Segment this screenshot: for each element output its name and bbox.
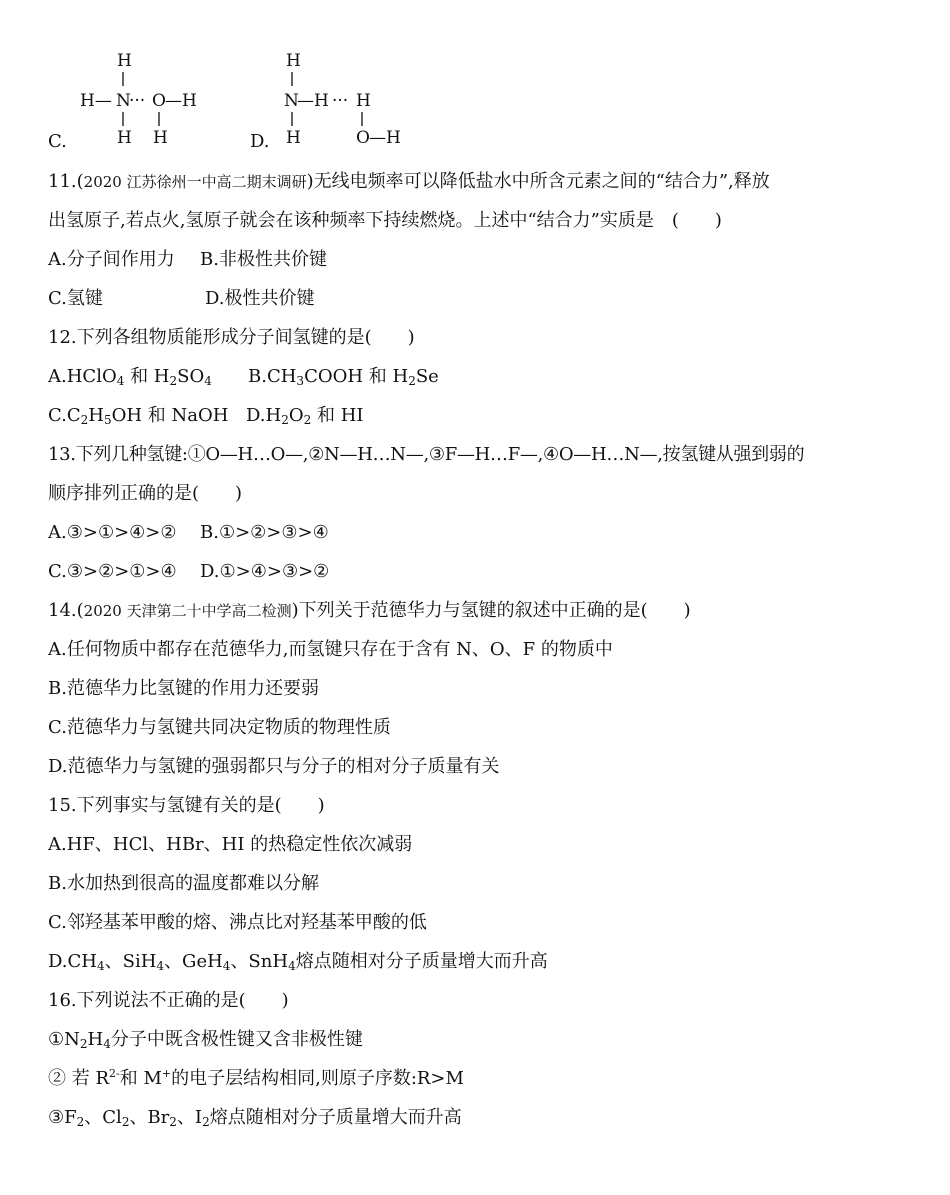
option-a: A.HF、HCl、HBr、HI 的热稳定性依次减弱: [48, 834, 413, 855]
q11-options-ab: [48, 249, 327, 271]
source-tag: 2020 天津第二十中学高二检测: [83, 602, 292, 620]
statement-2: ② 若 $R^{2-}$和 M+的电子层结构相同,则原子序数:R>M: [48, 1067, 464, 1089]
q13-stem-line1: 13.下列几种氢键:①O—H…O—,②N—H…N—,③F—H…F—,④O—H…N—,按氢键从强到弱的: [48, 444, 805, 465]
q13-options-ab: [48, 522, 329, 544]
option-d-label: D.: [250, 131, 270, 152]
atom: H: [286, 128, 301, 148]
option-c: C.范德华力与氢键共同决定物质的物理性质: [48, 717, 391, 738]
option-b: $B.CH_3COOH$ 和 $H_2Se$: [248, 366, 439, 388]
option-a: A.任何物质中都存在范德华力,而氢键只存在于含有 N、O、F 的物质中: [48, 639, 613, 660]
source-tag: 2020 江苏徐州一中高二期末调研: [83, 173, 307, 191]
atom: ···: [129, 91, 146, 111]
option-d: $D.H_2O_2$ 和 HI: [246, 405, 364, 427]
q14-stem: 14.(2020 天津第二十中学高二检测)下列关于范德华力与氢键的叙述中正确的是( ): [48, 600, 691, 621]
structure-d: [280, 48, 430, 148]
statement-1: $①N_2H_4$分子中既含极性键又含非极性键: [48, 1029, 363, 1051]
atom: H: [356, 91, 371, 111]
atom: H: [286, 51, 301, 71]
option-c: C.邻羟基苯甲酸的熔、沸点比对羟基苯甲酸的低: [48, 912, 427, 933]
atom: O: [152, 91, 166, 111]
q13-options-cd: [48, 561, 330, 583]
q12-stem: 12.下列各组物质能形成分子间氢键的是( ): [48, 327, 415, 348]
option-d: D.范德华力与氢键的强弱都只与分子的相对分子质量有关: [48, 756, 500, 777]
option-c-label: C.: [48, 131, 67, 152]
atom: —H: [297, 91, 329, 111]
q11-stem-line2: 出氢原子,若点火,氢原子就会在该种频率下持续燃烧。上述中“结合力”实质是 ( ): [48, 210, 722, 231]
atom: —H: [369, 128, 401, 148]
atom: H: [117, 51, 132, 71]
option-a: A.HClO$_4$ 和 $H_2SO_4$: [48, 366, 212, 388]
option-d: $D.CH_4$、SiH$_4$、GeH$_4$、SnH$_4$熔点随相对分子质量增大而升高: [48, 951, 548, 973]
q12-options-ab: [48, 366, 439, 388]
option-c: C.③>②>①>④: [48, 561, 177, 582]
option-d: D.极性共价键: [205, 288, 315, 309]
atom: ···: [332, 91, 349, 111]
option-b: B.范德华力比氢键的作用力还要弱: [48, 678, 319, 699]
q12-options-cd: [48, 405, 364, 427]
option-a: A.分子间作用力: [48, 249, 175, 270]
atom: N: [116, 91, 131, 111]
atom: N: [284, 91, 299, 111]
option-b: B.非极性共价键: [200, 249, 327, 270]
statement-3: $③F_2$、$Cl_2$、$Br_2$、$I_2$熔点随相对分子质量增大而升高: [48, 1107, 462, 1129]
atom: H: [153, 128, 168, 148]
q11-options-cd: [48, 288, 315, 310]
atom: O: [356, 128, 370, 148]
option-b: B.水加热到很高的温度都难以分解: [48, 873, 319, 894]
q11-stem-line1: 11.(2020 江苏徐州一中高二期末调研)无线电频率可以降低盐水中所含元素之间的“结合力”,释放: [48, 171, 770, 192]
option-d: D.①>④>③>②: [200, 561, 330, 582]
atom: —H: [165, 91, 197, 111]
structure-c: [78, 48, 218, 148]
option-a: A.③>①>④>②: [48, 522, 177, 543]
q15-stem: 15.下列事实与氢键有关的是( ): [48, 795, 325, 816]
atom: H: [117, 128, 132, 148]
atom: H—: [80, 91, 112, 111]
option-c: $C.C_2H_5OH$ 和 NaOH: [48, 405, 229, 427]
q13-stem-line2: 顺序排列正确的是( ): [48, 483, 243, 504]
q16-stem: 16.下列说法不正确的是( ): [48, 990, 289, 1011]
option-c: C.氢键: [48, 288, 103, 309]
option-b: B.①>②>③>④: [200, 522, 329, 543]
